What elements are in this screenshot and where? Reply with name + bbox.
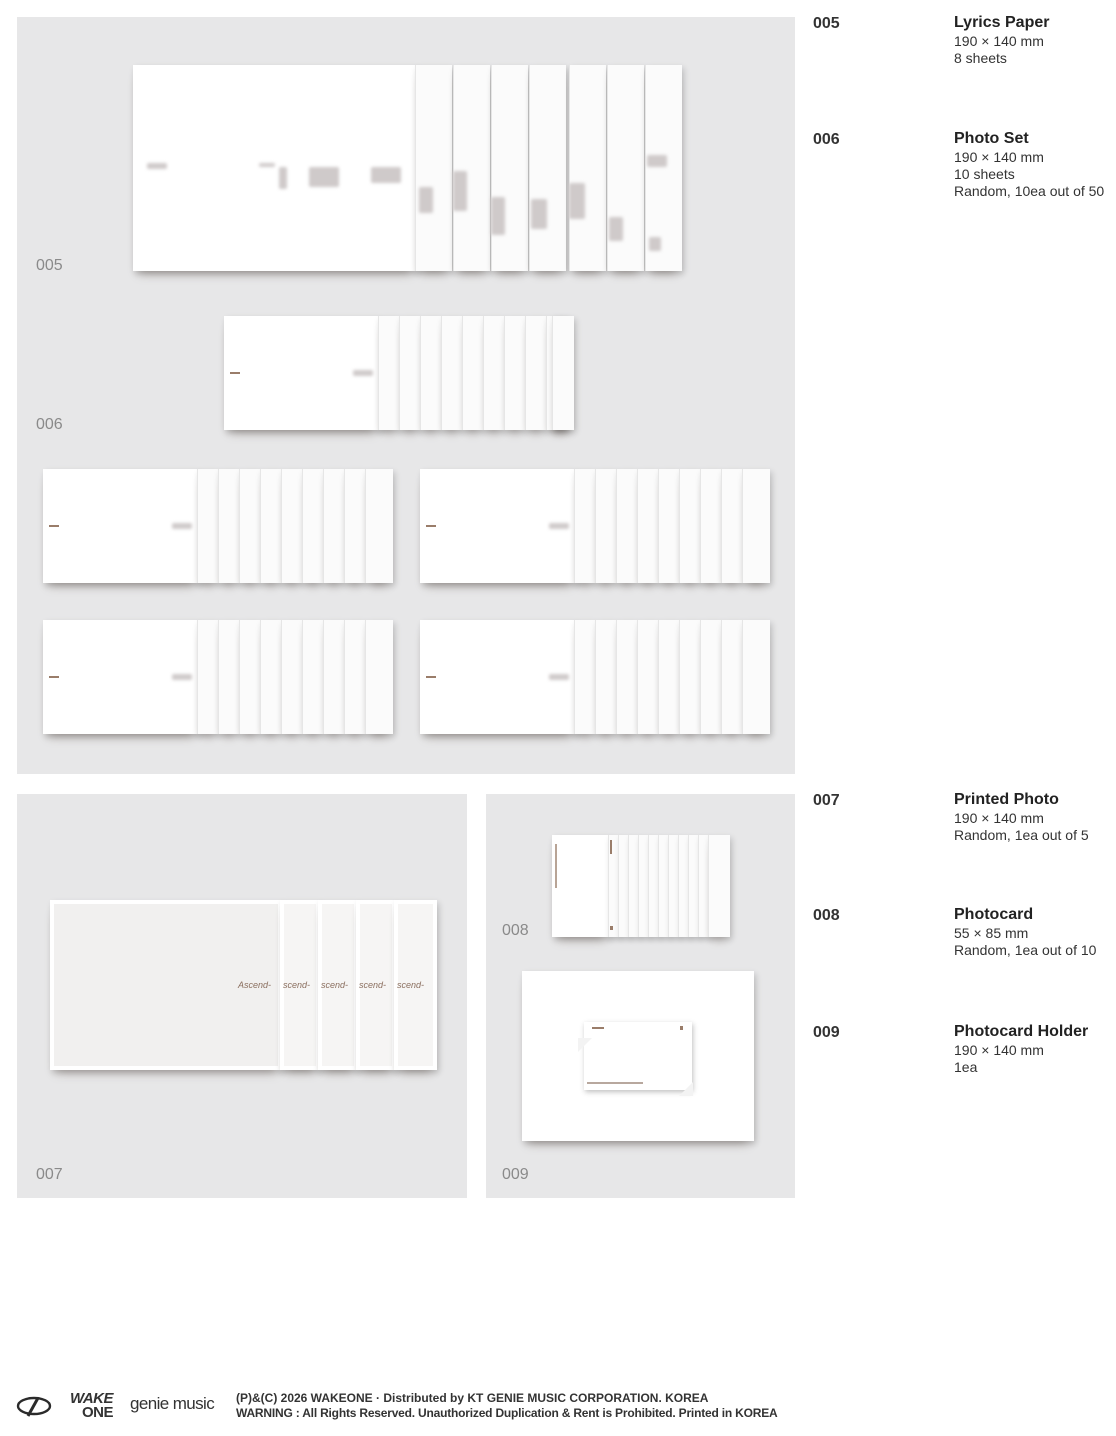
spec-007 bbox=[954, 790, 1089, 844]
spec-id-008: 008 bbox=[813, 907, 840, 924]
panel-label-005: 005 bbox=[36, 257, 63, 274]
wakeone-logo-line2: ONE bbox=[82, 1404, 114, 1421]
spec-line: Random, 1ea out of 5 bbox=[954, 827, 1089, 843]
printed-photo-text-4: scend- bbox=[359, 980, 387, 990]
spec-line: 1ea bbox=[954, 1059, 978, 1075]
spec-line: 190 × 140 mm bbox=[954, 33, 1044, 49]
spec-line: 190 × 140 mm bbox=[954, 149, 1044, 165]
panel-printed-photo bbox=[17, 794, 467, 1198]
spec-005 bbox=[954, 13, 1049, 67]
spec-name-009: Photocard Holder bbox=[954, 1023, 1089, 1040]
spec-id-007: 007 bbox=[813, 792, 840, 809]
panel-photocard-holder bbox=[486, 794, 795, 1198]
spec-id-006: 006 bbox=[813, 131, 840, 148]
panel-label-009: 009 bbox=[502, 1166, 529, 1183]
spec-name-005: Lyrics Paper bbox=[954, 14, 1050, 31]
panel-label-008: 008 bbox=[502, 922, 529, 939]
spec-name-006: Photo Set bbox=[954, 130, 1029, 147]
spec-006 bbox=[954, 129, 1104, 200]
printed-photo-text-5: scend- bbox=[397, 980, 425, 990]
spec-line: Random, 1ea out of 10 bbox=[954, 942, 1097, 958]
printed-photo-text-3: scend- bbox=[321, 980, 349, 990]
panel-label-006: 006 bbox=[36, 416, 63, 433]
spec-name-008: Photocard bbox=[954, 906, 1034, 923]
spec-line: 8 sheets bbox=[954, 50, 1007, 66]
copyright-line: (P)&(C) 2026 WAKEONE · Distributed by KT GENIE MUSIC CORPORATION. KOREA bbox=[236, 1391, 709, 1405]
label-logo-icon bbox=[14, 1394, 54, 1418]
printed-photo-text-2: scend- bbox=[283, 980, 311, 990]
panel-label-007: 007 bbox=[36, 1166, 63, 1183]
warning-line: WARNING : All Rights Reserved. Unauthorized Duplication & Rent is Prohibited. Printed in KOREA bbox=[236, 1406, 778, 1420]
spec-name-007: Printed Photo bbox=[954, 791, 1059, 808]
spec-line: 190 × 140 mm bbox=[954, 810, 1044, 826]
spec-line: 10 sheets bbox=[954, 166, 1015, 182]
spec-009 bbox=[954, 1022, 1088, 1076]
spec-line: 55 × 85 mm bbox=[954, 925, 1029, 941]
spec-008 bbox=[954, 905, 1096, 959]
wakeone-logo-line1: WAKE bbox=[70, 1390, 113, 1407]
panel-lyrics-photoset bbox=[17, 17, 795, 774]
spec-line: Random, 10ea out of 50 bbox=[954, 183, 1105, 199]
spec-line: 190 × 140 mm bbox=[954, 1042, 1044, 1058]
spec-id-005: 005 bbox=[813, 15, 840, 32]
spec-id-009: 009 bbox=[813, 1024, 840, 1041]
printed-photo-text-1: Ascend- bbox=[238, 980, 272, 990]
genie-music-logo: genie music bbox=[130, 1394, 215, 1413]
